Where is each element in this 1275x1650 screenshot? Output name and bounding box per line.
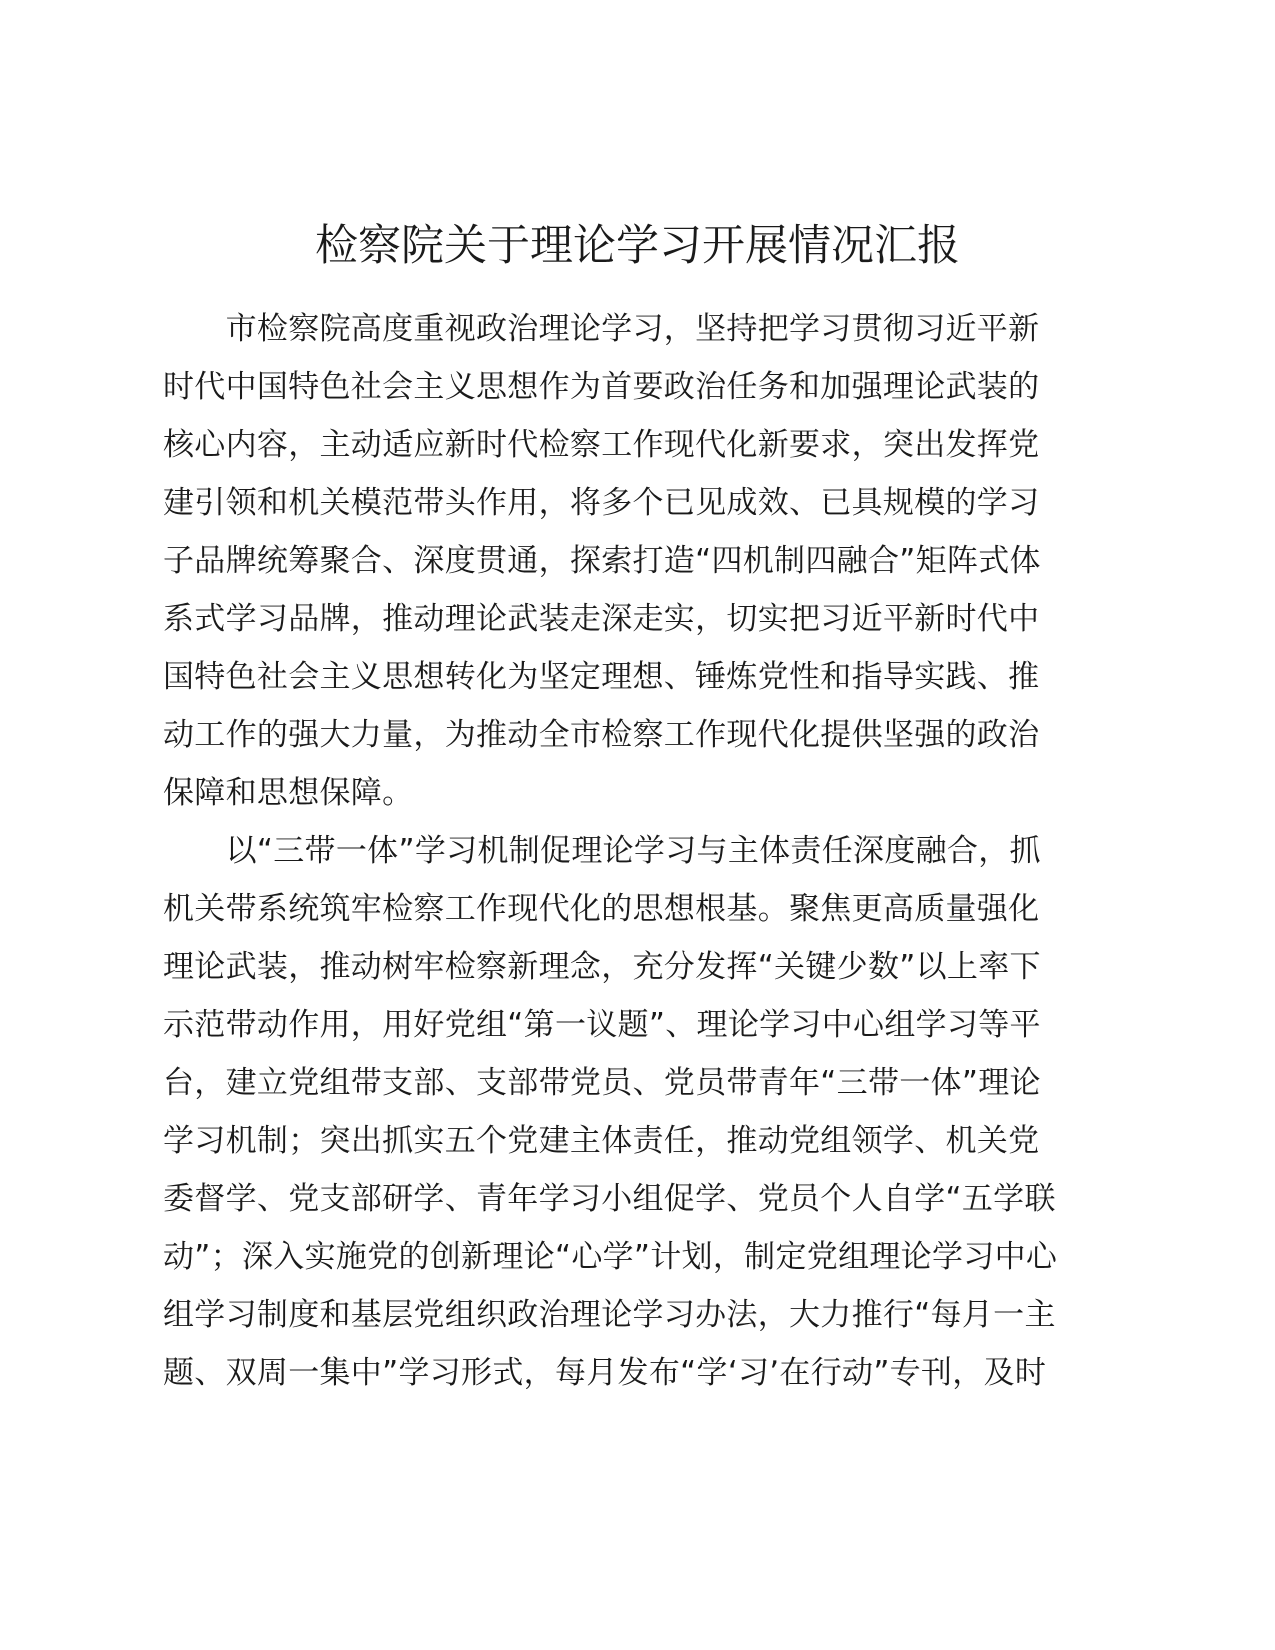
text-line: 子品牌统筹聚合、深度贯通，探索打造“四机制四融合”矩阵式体 <box>163 543 1041 579</box>
text-line: 时代中国特色社会主义思想作为首要政治任务和加强理论武装的 <box>163 369 1040 405</box>
text-line: 题、双周一集中”学习形式，每月发布“学‘习’在行动”专刊，及时 <box>163 1355 1047 1391</box>
text-line: 动”；深入实施党的创新理论“心学”计划，制定党组理论学习中心 <box>163 1239 1058 1275</box>
text-line: 系式学习品牌，推动理论武装走深走实，切实把习近平新时代中 <box>163 601 1040 637</box>
text-line: 建引领和机关模范带头作用，将多个已见成效、已具规模的学习 <box>163 485 1040 521</box>
text-line: 以“三带一体”学习机制促理论学习与主体责任深度融合，抓 <box>163 833 1041 869</box>
text-line: 动工作的强大力量，为推动全市检察工作现代化提供坚强的政治 <box>163 717 1040 753</box>
text-line: 理论武装，推动树牢检察新理念，充分发挥“关键少数”以上率下 <box>163 949 1041 985</box>
text-line: 学习机制；突出抓实五个党建主体责任，推动党组领学、机关党 <box>163 1123 1040 1159</box>
text-line: 机关带系统筑牢检察工作现代化的思想根基。聚焦更高质量强化 <box>163 891 1040 927</box>
document-body <box>163 300 1108 1402</box>
text-line: 国特色社会主义思想转化为坚定理想、锤炼党性和指导实践、推 <box>163 659 1040 695</box>
text-line: 核心内容，主动适应新时代检察工作现代化新要求，突出发挥党 <box>163 427 1040 463</box>
text-line: 台，建立党组带支部、支部带党员、党员带青年“三带一体”理论 <box>163 1065 1041 1101</box>
document-title: 检察院关于理论学习开展情况汇报 <box>315 221 960 271</box>
paragraph-1 <box>163 300 1108 822</box>
text-line: 市检察院高度重视政治理论学习，坚持把学习贯彻习近平新 <box>163 311 1040 347</box>
text-line: 示范带动作用，用好党组“第一议题”、理论学习中心组学习等平 <box>163 1007 1041 1043</box>
text-line: 组学习制度和基层党组织政治理论学习办法，大力推行“每月一主 <box>163 1297 1056 1333</box>
paragraph-2 <box>163 822 1108 1402</box>
text-line: 委督学、党支部研学、青年学习小组促学、党员个人自学“五学联 <box>163 1181 1056 1217</box>
text-line: 保障和思想保障。 <box>163 775 414 811</box>
